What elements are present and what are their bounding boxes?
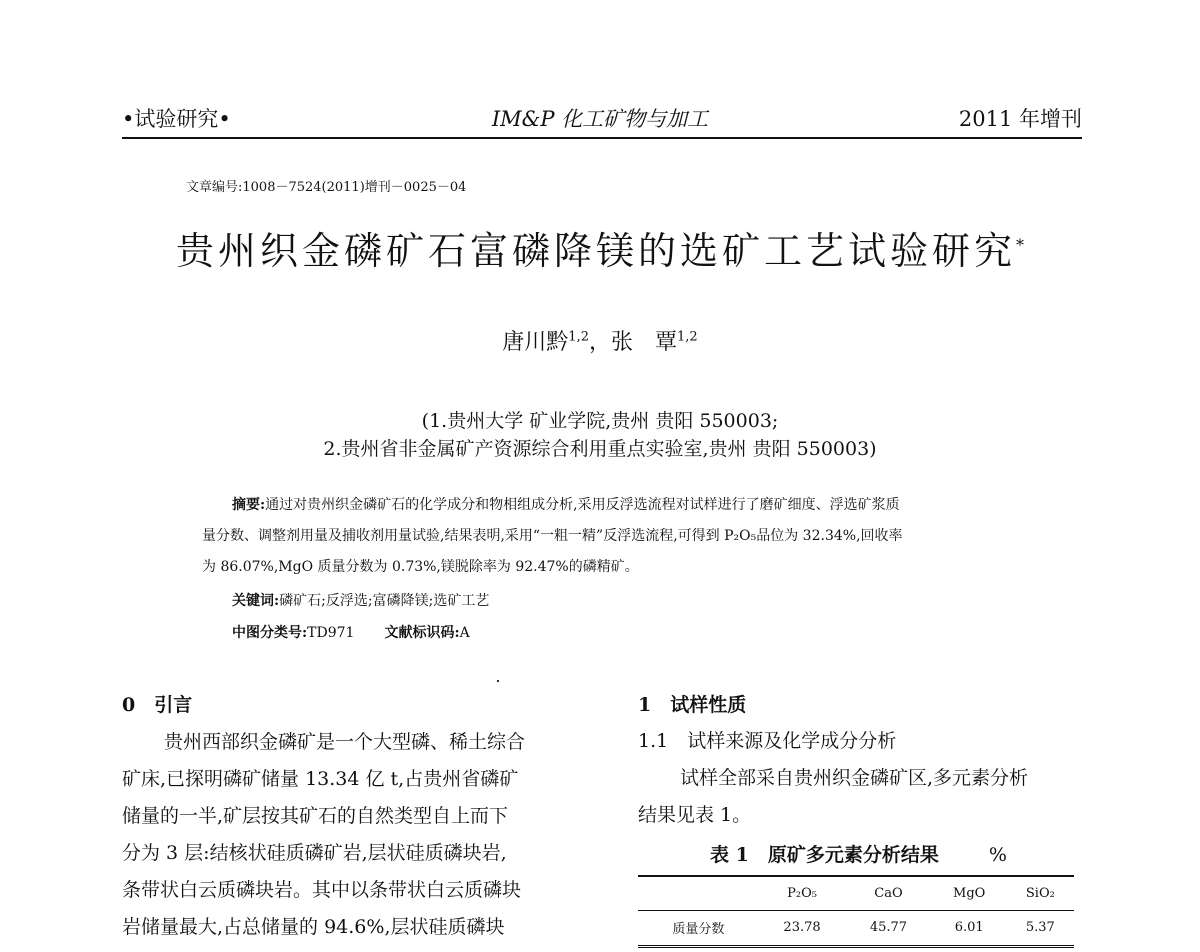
table-row-label: 质量分数 [638,910,759,946]
intro-line-5: 条带状白云质磷块岩。其中以条带状白云质磷块 [122,879,522,901]
keywords [232,590,489,610]
intro-line-2: 矿床,已探明磷矿储量 13.34 亿 t,占贵州省磷矿 [122,768,519,790]
keywords-label: 关键词: [232,593,280,609]
author-1-affil: 1,2 [568,329,589,345]
table-1-unit: % [988,844,1007,866]
paper-title-text: 贵州织金磷矿石富磷降镁的选矿工艺试验研究 [175,229,1016,273]
author-2-affil: 1,2 [677,329,698,345]
author-separator: ， [588,330,611,355]
affiliation-2: 2.贵州省非金属矿产资源综合利用重点实验室,贵州 贵阳 550003) [323,438,877,460]
affiliation-1: (1.贵州大学 矿业学院,贵州 贵阳 550003; [421,410,779,432]
author-line [0,325,1200,356]
table-1 [638,875,1074,948]
table-1-caption-text: 表 1 原矿多元素分析结果 [710,844,939,866]
doc-code-label: 文献标识码: [384,625,460,641]
table-cell: 5.37 [1007,910,1074,946]
sample-line-1: 试样全部采自贵州织金磷矿区,多元素分析 [680,767,1029,789]
title-footnote-mark: * [1016,235,1024,255]
running-header-issue: 2011 年增刊 [958,107,1082,131]
section-0-heading: 0 引言 [122,694,193,716]
intro-line-1: 贵州西部织金磷矿是一个大型磷、稀土综合 [164,731,526,753]
table-header-cell: P₂O₅ [759,876,845,910]
table-1-caption [710,840,1007,867]
intro-line-3: 储量的一半,矿层按其矿石的自然类型自上而下 [122,805,509,827]
clc-value: TD971 [307,625,355,641]
table-cell: 45.77 [845,910,931,946]
table-header-cell: MgO [932,876,1007,910]
table-header-row [638,876,1074,910]
abstract-line-1 [232,494,900,514]
abstract-line-2: 量分数、调整剂用量及捕收剂用量试验,结果表明,采用“一粗一精”反浮选流程,可得到 P₂O₅品位为 32.34%,回收率 [202,528,903,544]
header-divider [122,137,1082,139]
section-1-1-heading: 1.1 试样来源及化学成分分析 [638,730,897,752]
author-2: 张 覃 [611,330,678,355]
stray-dot [497,680,499,682]
intro-line-4: 分为 3 层:结核状硅质磷矿岩,层状硅质磷块岩, [122,842,507,864]
author-1: 唐川黔 [502,330,569,355]
running-header-section: •试验研究• [122,107,231,131]
table-header-cell [638,876,759,910]
abstract-text-1: 通过对贵州织金磷矿石的化学成分和物相组成分析,采用反浮选流程对试样进行了磨矿细度、浮选矿浆质 [265,497,900,513]
keywords-text: 磷矿石;反浮选;富磷降镁;选矿工艺 [279,593,490,609]
table-header-cell: CaO [845,876,931,910]
table-cell: 23.78 [759,910,845,946]
table-cell: 6.01 [932,910,1007,946]
abstract-line-3: 为 86.07%,MgO 质量分数为 0.73%,镁脱除率为 92.47%的磷精矿。 [202,559,639,575]
table-header-cell: SiO₂ [1007,876,1074,910]
intro-line-6: 岩储量最大,占总储量的 94.6%,层状硅质磷块 [122,916,505,938]
abstract-label: 摘要: [232,497,266,513]
clc-label: 中图分类号: [232,625,308,641]
sample-line-2: 结果见表 1。 [638,804,752,826]
table-row [638,910,1074,946]
doc-code-value: A [459,625,470,641]
running-header-journal: IM&P 化工矿物与加工 [491,107,709,131]
classification-line [232,622,470,642]
article-number: 文章编号:1008－7524(2011)增刊－0025－04 [186,180,467,195]
paper-title [0,220,1200,275]
section-1-heading: 1 试样性质 [638,694,747,716]
